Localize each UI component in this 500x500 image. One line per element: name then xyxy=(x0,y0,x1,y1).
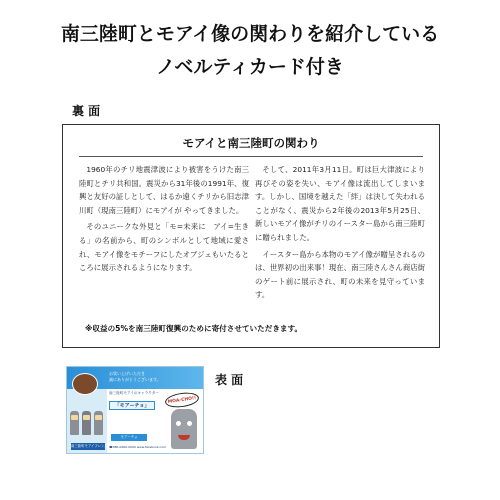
moai-figure-icon xyxy=(70,411,79,435)
headline-line-1: 南三陸町とモアイ像の関わりを紹介している xyxy=(60,23,440,45)
moai-mouth-icon xyxy=(178,435,190,440)
right-paragraph-2: イースター島から本物のモアイ像が贈呈されるのは、世界初の出来事！現在、南三陸さんさん商店街のゲート前に展示され、町の未来を見守っています。 xyxy=(255,249,425,300)
donation-note: ※収益の5%を南三陸町復興のために寄付させていただきます。 xyxy=(85,324,303,333)
front-footer-label: 南三陸町モアイフレンズ xyxy=(71,444,108,448)
headline-line-2: ノベルティカード付き xyxy=(156,56,344,78)
right-column xyxy=(255,163,425,305)
moai-eye-icon xyxy=(176,421,181,426)
back-card-title: モアイと南三陸町の関わり xyxy=(182,136,320,150)
title-divider xyxy=(79,156,423,157)
character-name: 「モアーチョ」 xyxy=(109,401,155,410)
moai-character-icon xyxy=(171,409,197,449)
character-avatar-icon xyxy=(72,373,98,395)
back-card xyxy=(62,124,440,348)
front-greeting: お買い上げいただき 誠にありがとうございます。 xyxy=(109,371,161,382)
left-paragraph-1: 1960年のチリ地震津波により被害をうけた南三陸町とチリ共和国。震災から31年後の1991年、復興と友好の証しとして、はるか遠くチリから旧志津川町（現南三陸町）にモアイが やってきました。 xyxy=(79,165,249,215)
back-side-label: 裏 面 xyxy=(72,104,101,118)
front-side-label: 表 面 xyxy=(215,373,244,387)
front-tag: モアーチョ xyxy=(111,434,147,441)
right-paragraph-1: そして、2011年3月11日。町は巨大津波により再びその姿を失い、モアイ像は流出してしまいます。しかし、国境を越えた「絆」は決して失われることがなく、震災から2年後の2013年5月25日、新しいモアイ像がチリのイースター島から南三陸町に贈られました。 xyxy=(255,165,425,242)
moai-figure-icon xyxy=(94,411,103,435)
front-intro: 南三陸町モアイのキャラクター xyxy=(109,391,159,395)
left-column xyxy=(79,163,249,278)
moai-eye-icon xyxy=(187,421,192,426)
front-card xyxy=(66,366,204,454)
speech-bubble: MOA-CHO!! xyxy=(164,391,200,410)
moai-figures-illustration xyxy=(70,405,106,441)
left-paragraph-2: そのユニークな外見と「モ=未来に アイ=生きる」の名前から、町のシンボルとして地域に愛され、モアイ像をモチーフにしたオブジェもいたるところに展示されるようになります。 xyxy=(79,222,249,273)
moai-figure-icon xyxy=(82,411,91,435)
front-contact: ☎080-0000-0000 www.facebook.com xyxy=(109,445,166,449)
